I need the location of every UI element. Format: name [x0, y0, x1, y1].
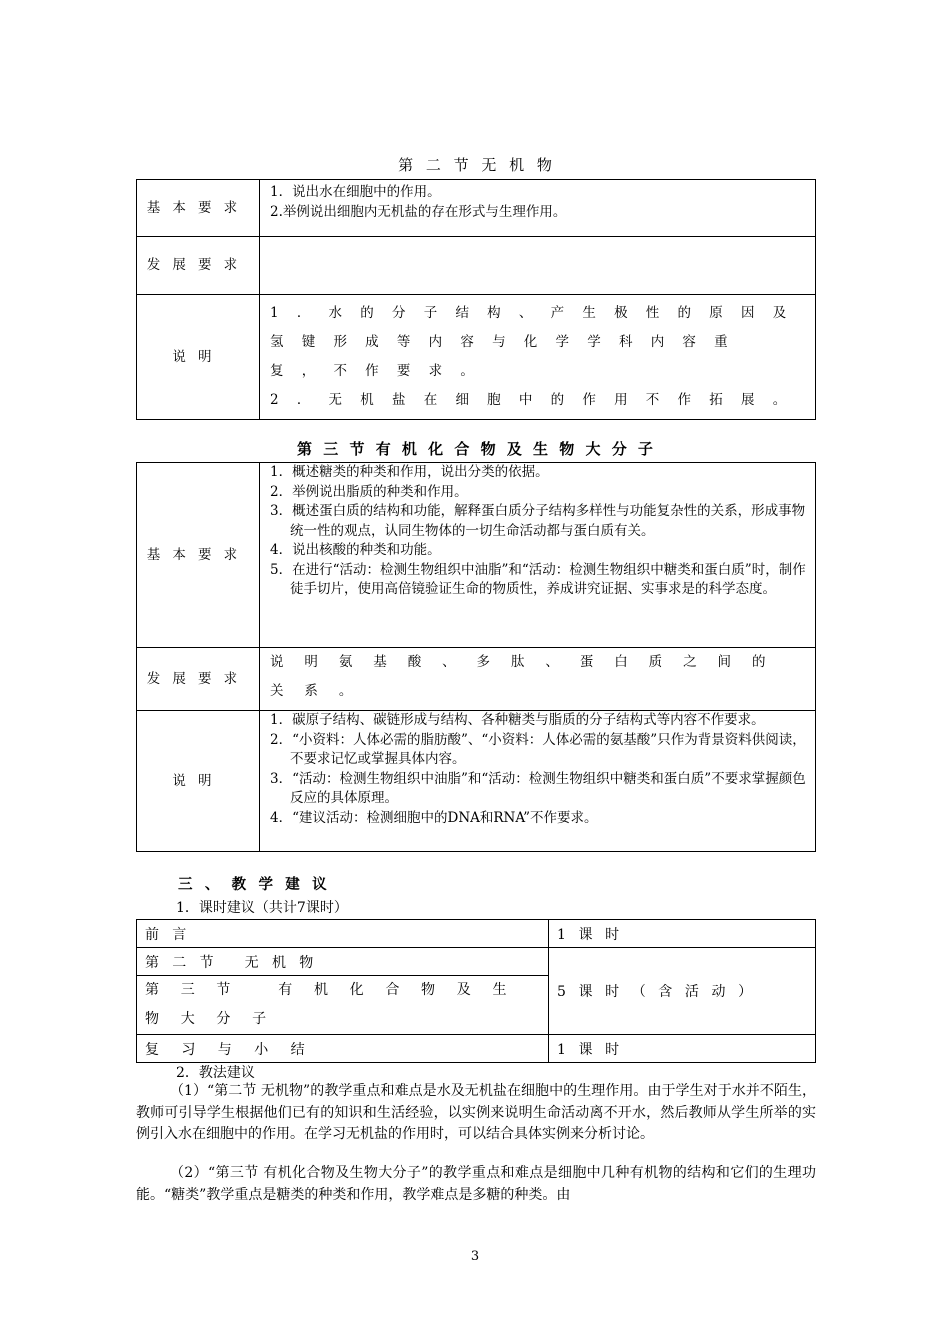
note-cell — [260, 295, 816, 420]
method-title: 2．教法建议 — [176, 1065, 255, 1081]
develop-requirements-label: 发展要求 — [137, 237, 260, 295]
section2-title: 第 二 节 无 机 物 — [398, 156, 552, 174]
list-item: 2．“小资料：人体必需的脂肪酸”、“小资料：人体必需的氨基酸”只作为背景资料供阅读，不要求记忆或掌握具体内容。 — [270, 731, 806, 767]
list-item: 1．概述糖类的种类和作用，说出分类的依据。 — [270, 464, 549, 480]
hours-row-value: 5课时（含活动） — [549, 948, 816, 1035]
develop-requirements-label: 发展要求 — [137, 648, 260, 711]
note-line: 2．无机盐在细胞中的作用不作拓展。 — [270, 392, 805, 408]
section3-title: 第 三 节 有 机 化 合 物 及 生 物 大 分 子 — [297, 440, 653, 458]
hours-row-name: 前言 — [137, 920, 549, 948]
note-cell — [260, 711, 816, 852]
list-item: 3．概述蛋白质的结构和功能，解释蛋白质分子结构多样性与功能复杂性的关系，形成事物统一性的观点，认同生物体的一切生命活动都与蛋白质有关。 — [270, 503, 806, 539]
hours-table — [136, 919, 816, 1063]
hours-title: 1．课时建议（共计7课时） — [176, 900, 348, 916]
develop-requirements-cell — [260, 648, 816, 711]
list-item: 1．碳原子结构、碳链形成与结构、各种糖类与脂质的分子结构式等内容不作要求。 — [270, 712, 765, 728]
develop-requirements-cell — [260, 237, 816, 295]
hours-row-value: 1课时 — [549, 1035, 816, 1063]
hours-row-name: 第二节 无机物 — [137, 948, 549, 976]
hours-row-value: 1课时 — [549, 920, 816, 948]
hours-row-name: 第三节 有机化合物及生物大分子 — [137, 976, 549, 1035]
teaching-suggestions-heading: 三、教学建议 — [178, 876, 339, 893]
note-label: 说明 — [137, 711, 260, 852]
list-item: 1．说出水在细胞中的作用。 — [270, 184, 441, 200]
note-line: 1．水的分子结构、产生极性的原因及氢键形成等内容与化学学科内容重复，不作要求。 — [270, 305, 805, 379]
list-item: 4．“建议活动：检测细胞中的DNA和RNA”不作要求。 — [270, 809, 598, 826]
section3-table — [136, 462, 816, 852]
paragraph-2: （2）“第三节 有机化合物及生物大分子”的教学重点和难点是细胞中几种有机物的结构和它们的生理功能。“糖类”教学重点是糖类的种类和作用，教学难点是多糖的种类。由 — [136, 1165, 816, 1203]
section2-table — [136, 179, 816, 420]
list-item: 4．说出核酸的种类和功能。 — [270, 542, 441, 558]
list-item: 5．在进行“活动：检测生物组织中油脂”和“活动：检测生物组织中糖类和蛋白质”时，制作徒手切片，使用高倍镜验证生命的物质性，养成讲究证据、实事求是的科学态度。 — [270, 561, 806, 597]
hours-row-name: 复习与小结 — [137, 1035, 549, 1063]
list-item: 2.举例说出细胞内无机盐的存在形式与生理作用。 — [270, 204, 567, 220]
basic-requirements-label: 基本要求 — [137, 463, 260, 648]
paragraph-1: （1）“第二节 无机物”的教学重点和难点是水及无机盐在细胞中的生理作用。由于学生对于水并不陌生，教师可引导学生根据他们已有的知识和生活经验，以实例来说明生命活动离不开水，然后教师从学生所举的实例引入水在细胞中的作用。在学习无机盐的作用时，可以结合具体实例来分析讨论。 — [136, 1083, 816, 1142]
basic-requirements-label: 基本要求 — [137, 180, 260, 237]
note-label: 说明 — [137, 295, 260, 420]
list-item: 3．“活动：检测生物组织中油脂”和“活动：检测生物组织中糖类和蛋白质”不要求掌握颜色反应的具体原理。 — [270, 770, 806, 806]
list-item: 2．举例说出脂质的种类和作用。 — [270, 483, 468, 500]
basic-requirements-cell — [260, 463, 816, 648]
basic-requirements-cell — [260, 180, 816, 237]
develop-text: 说明氨基酸、多肽、蛋白质之间的关系。 — [270, 654, 787, 699]
page-number: 3 — [470, 1249, 480, 1264]
